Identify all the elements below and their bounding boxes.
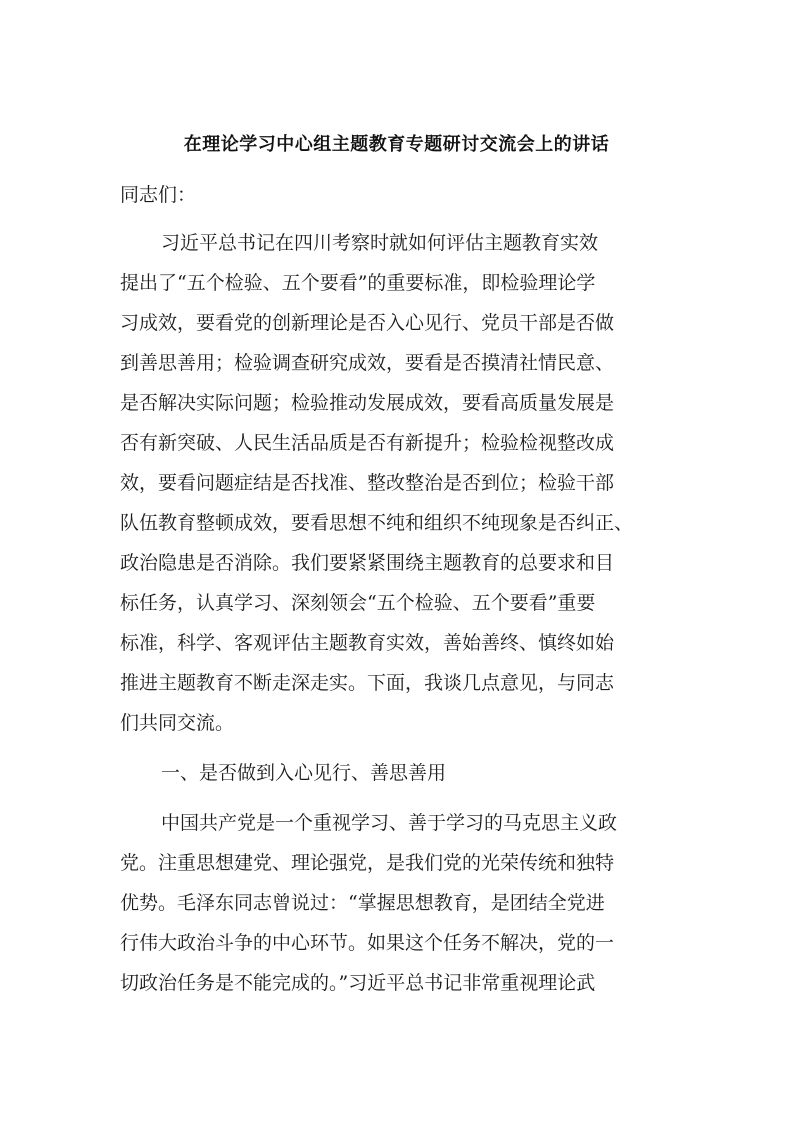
paragraph-line: 标任务，认真学习、深刻领会“五个检验、五个要看”重要: [120, 592, 596, 614]
section-heading: 一、是否做到入心见行、善思善用: [161, 762, 447, 784]
paragraph-line: 党。注重思想建党、理论强党，是我们党的光荣传统和独特: [120, 852, 615, 874]
paragraph-line: 队伍教育整顿成效，要看思想不纯和组织不纯现象是否纠正、: [120, 512, 634, 534]
salutation: 同志们：: [120, 184, 197, 206]
paragraph-line: 标准，科学、客观评估主题教育实效，善始善终、慎终如始: [120, 632, 615, 654]
paragraph-line: 否有新突破、人民生活品质是否有新提升；检验检视整改成: [120, 432, 615, 454]
paragraph-line: 习近平总书记在四川考察时就如何评估主题教育实效: [161, 232, 599, 254]
paragraph-line: 习成效，要看党的创新理论是否入心见行、党员干部是否做: [120, 312, 615, 334]
document-title: 在理论学习中心组主题教育专题研讨交流会上的讲话: [183, 134, 610, 155]
paragraph-line: 是否解决实际问题；检验推动发展成效，要看高质量发展是: [120, 392, 615, 414]
paragraph-line: 推进主题教育不断走深走实。下面，我谈几点意见，与同志: [120, 672, 615, 694]
paragraph-line: 提出了“五个检验、五个要看”的重要标准，即检验理论学: [120, 272, 596, 294]
paragraph-line: 政治隐患是否消除。我们要紧紧围绕主题教育的总要求和目: [120, 552, 615, 574]
paragraph-line: 到善思善用；检验调查研究成效，要看是否摸清社情民意、: [120, 352, 615, 374]
paragraph-line: 切政治任务是不能完成的。”习近平总书记非常重视理论武: [120, 972, 596, 994]
paragraph-line: 效，要看问题症结是否找准、整改整治是否到位；检验干部: [120, 472, 615, 494]
paragraph-line: 行伟大政治斗争的中心环节。如果这个任务不解决，党的一: [120, 932, 615, 954]
paragraph-line: 们共同交流。: [120, 712, 235, 734]
paragraph-line: 优势。毛泽东同志曾说过：“掌握思想教育，是团结全党进: [120, 892, 605, 914]
paragraph-line: 中国共产党是一个重视学习、善于学习的马克思主义政: [161, 812, 618, 834]
